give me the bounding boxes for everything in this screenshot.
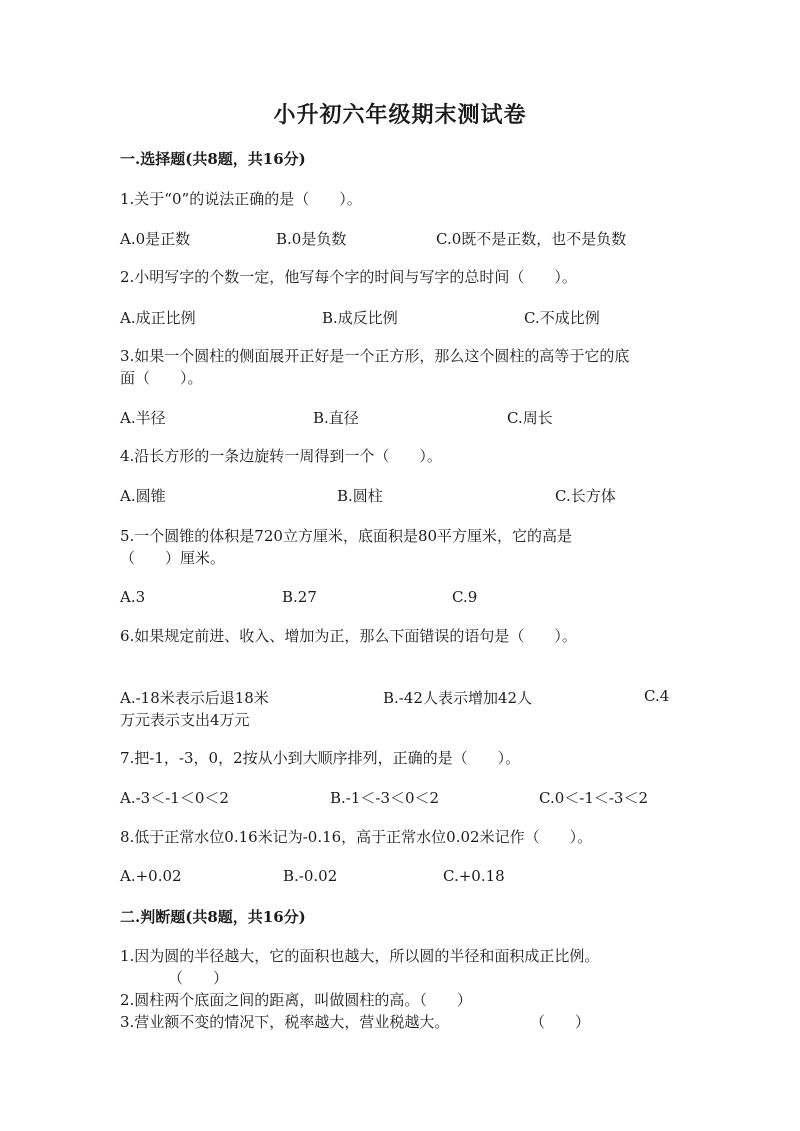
- question-7: 7.把-1，-3，0，2按从小到大顺序排列，正确的是（ ）。: [120, 749, 521, 767]
- answer-bracket[interactable]: （ ）: [530, 1013, 591, 1031]
- answer-bracket[interactable]: （ ）: [168, 969, 229, 987]
- question-6: 6.如果规定前进、收入、增加为正，那么下面错误的语句是（ ）。: [120, 627, 577, 645]
- judgement-1: 1.因为圆的半径越大，它的面积也越大，所以圆的半径和面积成正比例。: [120, 947, 600, 965]
- option-c-wrap: 万元表示支出4万元: [120, 711, 250, 729]
- option-a[interactable]: A.+0.02: [120, 867, 182, 885]
- option-a[interactable]: A.圆锥: [120, 487, 166, 505]
- option-b[interactable]: B.成反比例: [322, 309, 398, 327]
- option-a[interactable]: A.-18米表示后退18米: [120, 689, 269, 707]
- question-5-line-2: （ ）厘米。: [120, 549, 226, 567]
- option-a[interactable]: A.半径: [120, 409, 166, 427]
- option-c[interactable]: C.0＜-1＜-3＜2: [539, 789, 649, 807]
- option-a[interactable]: A.-3＜-1＜0＜2: [120, 789, 229, 807]
- option-b[interactable]: B.-0.02: [283, 867, 338, 885]
- judgement-2: 2.圆柱两个底面之间的距离，叫做圆柱的高。（ ）: [120, 991, 472, 1009]
- option-c[interactable]: C.不成比例: [524, 309, 600, 327]
- option-c[interactable]: C.0既不是正数，也不是负数: [436, 230, 627, 248]
- option-b[interactable]: B.27: [282, 588, 317, 606]
- question-3-line-2: 面（ ）。: [120, 369, 203, 387]
- section-heading-choice: 一.选择题(共8题，共16分): [120, 150, 306, 168]
- question-2: 2.小明写字的个数一定，他写每个字的时间与写字的总时间（ ）。: [120, 268, 577, 286]
- page-title: 小升初六年级期末测试卷: [273, 102, 527, 128]
- option-b[interactable]: B.0是负数: [276, 230, 347, 248]
- question-3-line-1: 3.如果一个圆柱的侧面展开正好是一个正方形，那么这个圆柱的高等于它的底: [120, 347, 630, 365]
- option-a[interactable]: A.0是正数: [120, 230, 191, 248]
- option-a[interactable]: A.成正比例: [120, 309, 196, 327]
- question-4: 4.沿长方形的一条边旋转一周得到一个（ ）。: [120, 447, 442, 465]
- option-c[interactable]: C.4: [644, 687, 670, 705]
- question-8: 8.低于正常水位0.16米记为-0.16，高于正常水位0.02米记作（ ）。: [120, 828, 593, 846]
- option-a[interactable]: A.3: [120, 588, 146, 606]
- question-5-line-1: 5.一个圆锥的体积是720立方厘米，底面积是80平方厘米，它的高是: [120, 527, 573, 545]
- option-b[interactable]: B.-42人表示增加42人: [383, 689, 533, 707]
- option-b[interactable]: B.-1＜-3＜0＜2: [330, 789, 440, 807]
- judgement-3: 3.营业额不变的情况下，税率越大，营业税越大。: [120, 1013, 450, 1031]
- option-c[interactable]: C.9: [452, 588, 478, 606]
- option-b[interactable]: B.圆柱: [337, 487, 383, 505]
- option-c[interactable]: C.+0.18: [443, 867, 505, 885]
- option-c[interactable]: C.周长: [507, 409, 553, 427]
- option-c[interactable]: C.长方体: [555, 487, 616, 505]
- section-heading-judgement: 二.判断题(共8题，共16分): [120, 908, 306, 926]
- question-1: 1.关于“0”的说法正确的是（ ）。: [120, 190, 362, 208]
- option-b[interactable]: B.直径: [313, 409, 359, 427]
